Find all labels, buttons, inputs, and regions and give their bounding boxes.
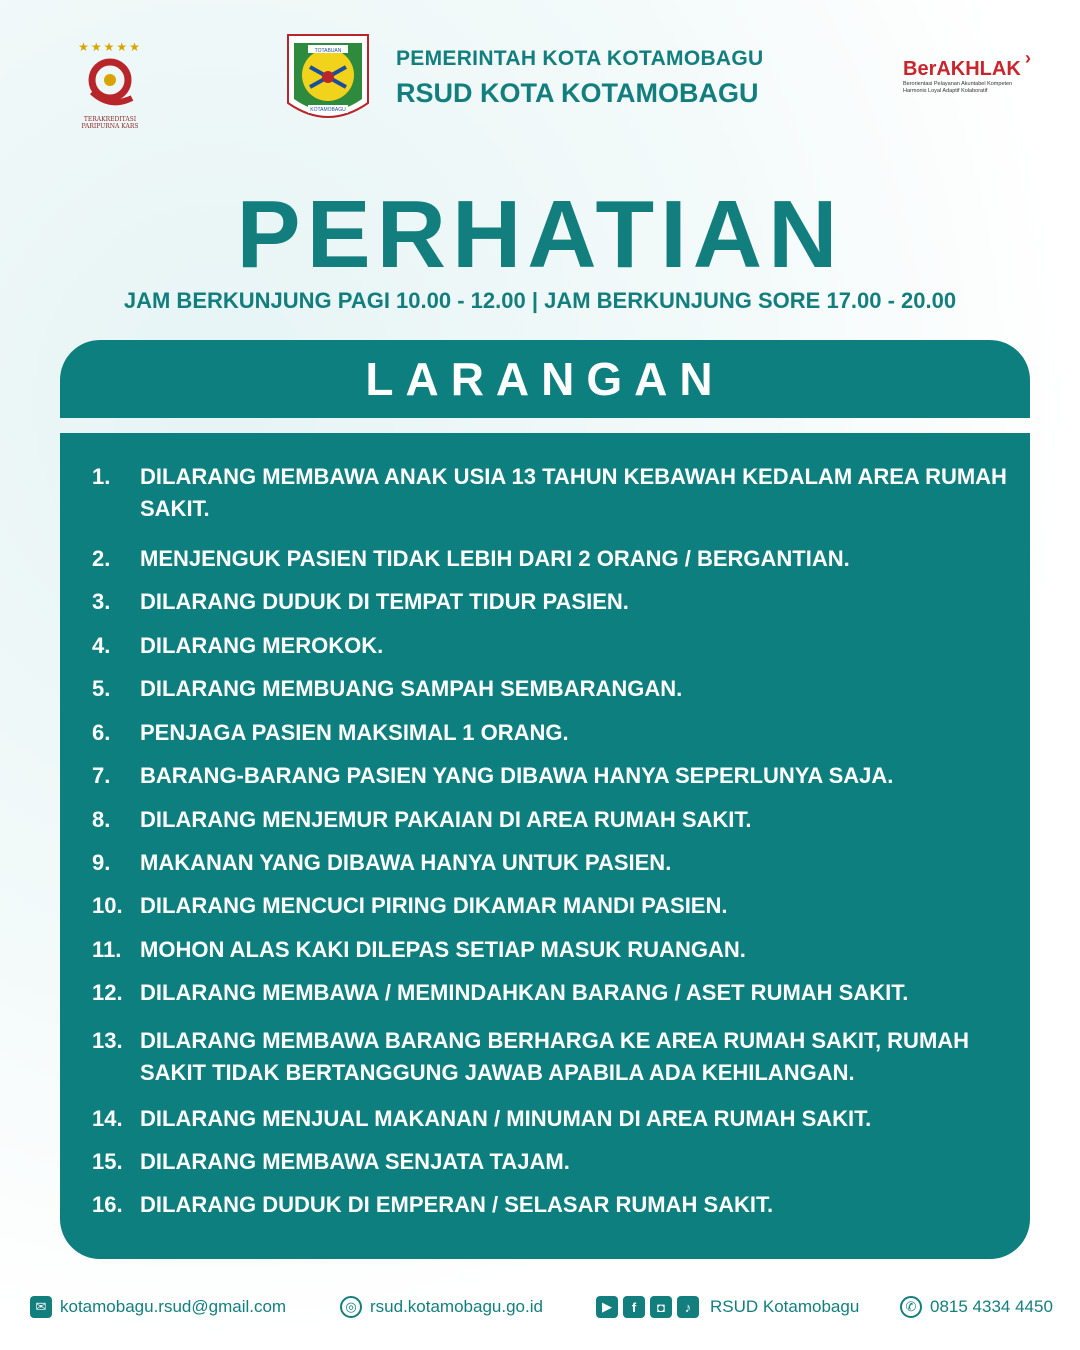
mail-icon: ✉	[30, 1296, 52, 1318]
city-crest-icon	[286, 33, 370, 131]
rule-text: MAKANAN YANG DIBAWA HANYA UNTUK PASIEN.	[140, 850, 672, 875]
whatsapp-icon: ✆	[900, 1296, 922, 1318]
footer-website[interactable]	[340, 1296, 543, 1318]
hospital-name: RSUD KOTA KOTAMOBAGU	[396, 78, 759, 108]
rule-number: 12.	[92, 980, 123, 1005]
berakhlak-sub-2: Harmonis Loyal Adaptif Kolaboratif	[903, 88, 988, 94]
rule-number: 2.	[92, 546, 111, 571]
rule-text: PENJAGA PASIEN MAKSIMAL 1 ORANG.	[140, 720, 569, 745]
rule-number: 14.	[92, 1106, 123, 1131]
phone-text: 0815 4334 4450	[930, 1297, 1053, 1316]
rule-number: 8.	[92, 807, 111, 832]
rule-text: MOHON ALAS KAKI DILEPAS SETIAP MASUK RUANGAN.	[140, 937, 746, 962]
rule-text: DILARANG MEMBAWA BARANG BERHARGA KE AREA RUMAH SAKIT, RUMAH SAKIT TIDAK BERTANGGUNG JAWAB APABILA ADA KEHILANGAN.	[140, 1028, 970, 1085]
rule-text: DILARANG MEMBAWA ANAK USIA 13 TAHUN KEBAWAH KEDALAM AREA RUMAH SAKIT.	[140, 464, 1007, 521]
berakhlak-logo	[903, 48, 1033, 95]
berakhlak-text: BerAKHLAK	[903, 58, 1021, 80]
rule-text: DILARANG MENJEMUR PAKAIAN DI AREA RUMAH SAKIT.	[140, 807, 752, 832]
rule-number: 6.	[92, 720, 111, 745]
footer-phone[interactable]	[900, 1296, 1053, 1318]
rule-number: 13.	[92, 1028, 123, 1053]
crest-top-text: TOTABUAN	[314, 48, 342, 54]
rule-number: 5.	[92, 676, 111, 701]
rule-number: 15.	[92, 1149, 123, 1174]
rules-panel	[60, 433, 1030, 1259]
chevron-right-icon: ›	[1025, 48, 1031, 68]
rule-number: 9.	[92, 850, 111, 875]
footer	[0, 1296, 1080, 1326]
rule-text: DILARANG MENJUAL MAKANAN / MINUMAN DI AREA RUMAH SAKIT.	[140, 1106, 872, 1131]
page-title: PERHATIAN	[236, 181, 844, 288]
footer-social[interactable]	[596, 1296, 859, 1318]
facebook-icon[interactable]: f	[623, 1296, 645, 1318]
stars-icon: ★★★★★	[78, 40, 142, 54]
government-name: PEMERINTAH KOTA KOTAMOBAGU	[396, 47, 764, 70]
globe-icon: ◎	[340, 1296, 362, 1318]
accreditation-logo	[70, 40, 150, 130]
instagram-icon[interactable]: ◘	[650, 1296, 672, 1318]
rule-text: DILARANG MEROKOK.	[140, 633, 384, 658]
section-header	[60, 340, 1030, 418]
rule-text: DILARANG MEMBAWA / MEMINDAHKAN BARANG / ASET RUMAH SAKIT.	[140, 980, 909, 1005]
rule-text: BARANG-BARANG PASIEN YANG DIBAWA HANYA SEPERLUNYA SAJA.	[140, 763, 894, 788]
social-text: RSUD Kotamobagu	[710, 1297, 860, 1316]
rule-text: DILARANG DUDUK DI TEMPAT TIDUR PASIEN.	[140, 589, 629, 614]
rule-text: DILARANG MENCUCI PIRING DIKAMAR MANDI PASIEN.	[140, 893, 728, 918]
rule-text: MENJENGUK PASIEN TIDAK LEBIH DARI 2 ORANG / BERGANTIAN.	[140, 546, 850, 571]
accreditation-emblem-icon	[70, 54, 150, 109]
youtube-icon[interactable]: ▶	[596, 1296, 618, 1318]
accreditation-text: TERAKREDITASI PARIPURNA KARS	[81, 116, 139, 130]
rule-text: DILARANG MEMBAWA SENJATA TAJAM.	[140, 1149, 570, 1174]
rule-number: 11.	[92, 937, 122, 962]
section-title: LARANGAN	[365, 353, 725, 405]
rule-text: DILARANG DUDUK DI EMPERAN / SELASAR RUMAH SAKIT.	[140, 1192, 774, 1217]
tiktok-icon[interactable]: ♪	[677, 1296, 699, 1318]
berakhlak-sub-1: Berorientasi Pelayanan Akuntabel Kompeten	[903, 81, 1013, 87]
crest-bottom-text: KOTAMOBAGU	[310, 107, 346, 113]
website-text: rsud.kotamobagu.go.id	[370, 1297, 543, 1316]
rule-text: DILARANG MEMBUANG SAMPAH SEMBARANGAN.	[140, 676, 683, 701]
email-text: kotamobagu.rsud@gmail.com	[60, 1297, 287, 1316]
visiting-hours: JAM BERKUNJUNG PAGI 10.00 - 12.00 | JAM BERKUNJUNG SORE 17.00 - 20.00	[123, 288, 957, 313]
rule-number: 3.	[92, 589, 111, 614]
footer-email[interactable]	[30, 1296, 286, 1318]
rule-number: 1.	[92, 464, 111, 489]
rule-number: 10.	[92, 893, 123, 918]
rule-number: 16.	[92, 1192, 123, 1217]
rule-number: 7.	[92, 763, 111, 788]
rule-number: 4.	[92, 633, 111, 658]
